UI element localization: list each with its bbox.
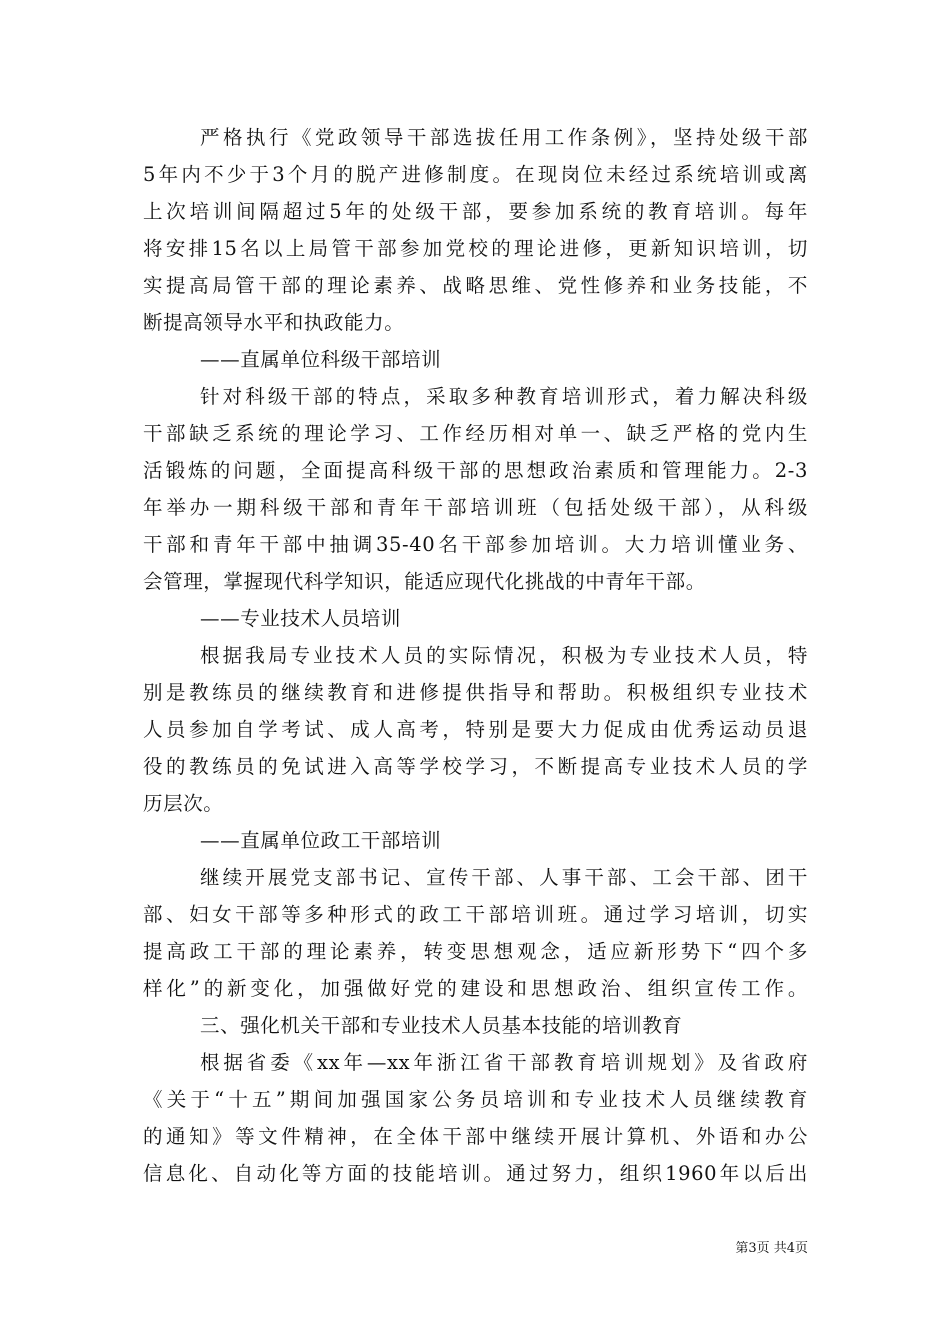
text-line-21: 继续开展党支部书记、宣传干部、人事干部、工会干部、团干 xyxy=(200,866,808,889)
text-line-10: 活锻炼的问题，全面提高科级干部的思想政治素质和管理能力。2-3 xyxy=(143,459,808,482)
text-line-15: 根据我局专业技术人员的实际情况，积极为专业技术人员，特 xyxy=(200,644,808,667)
section-heading-3: ——直属单位政工干部培训 xyxy=(200,829,442,852)
text-line-8: 针对科级干部的特点，采取多种教育培训形式，着力解决科级 xyxy=(200,385,808,408)
text-line-11: 年举办一期科级干部和青年干部培训班（包括处级干部），从科级 xyxy=(143,496,808,519)
text-line-16: 别是教练员的继续教育和进修提供指导和帮助。积极组织专业技术 xyxy=(143,681,808,704)
text-line-1: 严格执行《党政领导干部选拔任用工作条例》，坚持处级干部 xyxy=(200,126,808,149)
section-heading-4: 三、强化机关干部和专业技术人员基本技能的培训教育 xyxy=(200,1014,683,1037)
text-line-27: 《关于“十五”期间加强国家公务员培训和专业技术人员继续教育 xyxy=(143,1088,808,1111)
section-heading-1: ——直属单位科级干部培训 xyxy=(200,348,442,371)
page-number: 第3页 共4页 xyxy=(735,1241,808,1256)
text-line-3: 上次培训间隔超过5年的处级干部，要参加系统的教育培训。每年 xyxy=(143,200,808,223)
section-heading-2: ——专业技术人员培训 xyxy=(200,607,402,630)
text-line-19: 历层次。 xyxy=(143,792,224,815)
text-line-4: 将安排15名以上局管干部参加党校的理论进修，更新知识培训，切 xyxy=(143,237,808,260)
text-line-9: 干部缺乏系统的理论学习、工作经历相对单一、缺乏严格的党内生 xyxy=(143,422,808,445)
text-line-12: 干部和青年干部中抽调35-40名干部参加培训。大力培训懂业务、 xyxy=(143,533,808,556)
text-line-6: 断提高领导水平和执政能力。 xyxy=(143,311,405,334)
text-line-24: 样化”的新变化，加强做好党的建设和思想政治、组织宣传工作。 xyxy=(143,977,808,1000)
text-line-17: 人员参加自学考试、成人高考，特别是要大力促成由优秀运动员退 xyxy=(143,718,808,741)
text-line-18: 役的教练员的免试进入高等学校学习，不断提高专业技术人员的学 xyxy=(143,755,808,778)
text-line-29: 信息化、自动化等方面的技能培训。通过努力，组织1960年以后出 xyxy=(143,1162,808,1185)
text-line-28: 的通知》等文件精神，在全体干部中继续开展计算机、外语和办公 xyxy=(143,1125,808,1148)
text-line-23: 提高政工干部的理论素养，转变思想观念，适应新形势下“四个多 xyxy=(143,940,808,963)
text-line-13: 会管理，掌握现代科学知识，能适应现代化挑战的中青年干部。 xyxy=(143,570,706,593)
text-line-22: 部、妇女干部等多种形式的政工干部培训班。通过学习培训，切实 xyxy=(143,903,808,926)
text-line-26: 根据省委《xx年—xx年浙江省干部教育培训规划》及省政府 xyxy=(200,1051,808,1074)
text-line-2: 5年内不少于3个月的脱产进修制度。在现岗位未经过系统培训或离 xyxy=(143,163,808,186)
text-line-5: 实提高局管干部的理论素养、战略思维、党性修养和业务技能，不 xyxy=(143,274,808,297)
